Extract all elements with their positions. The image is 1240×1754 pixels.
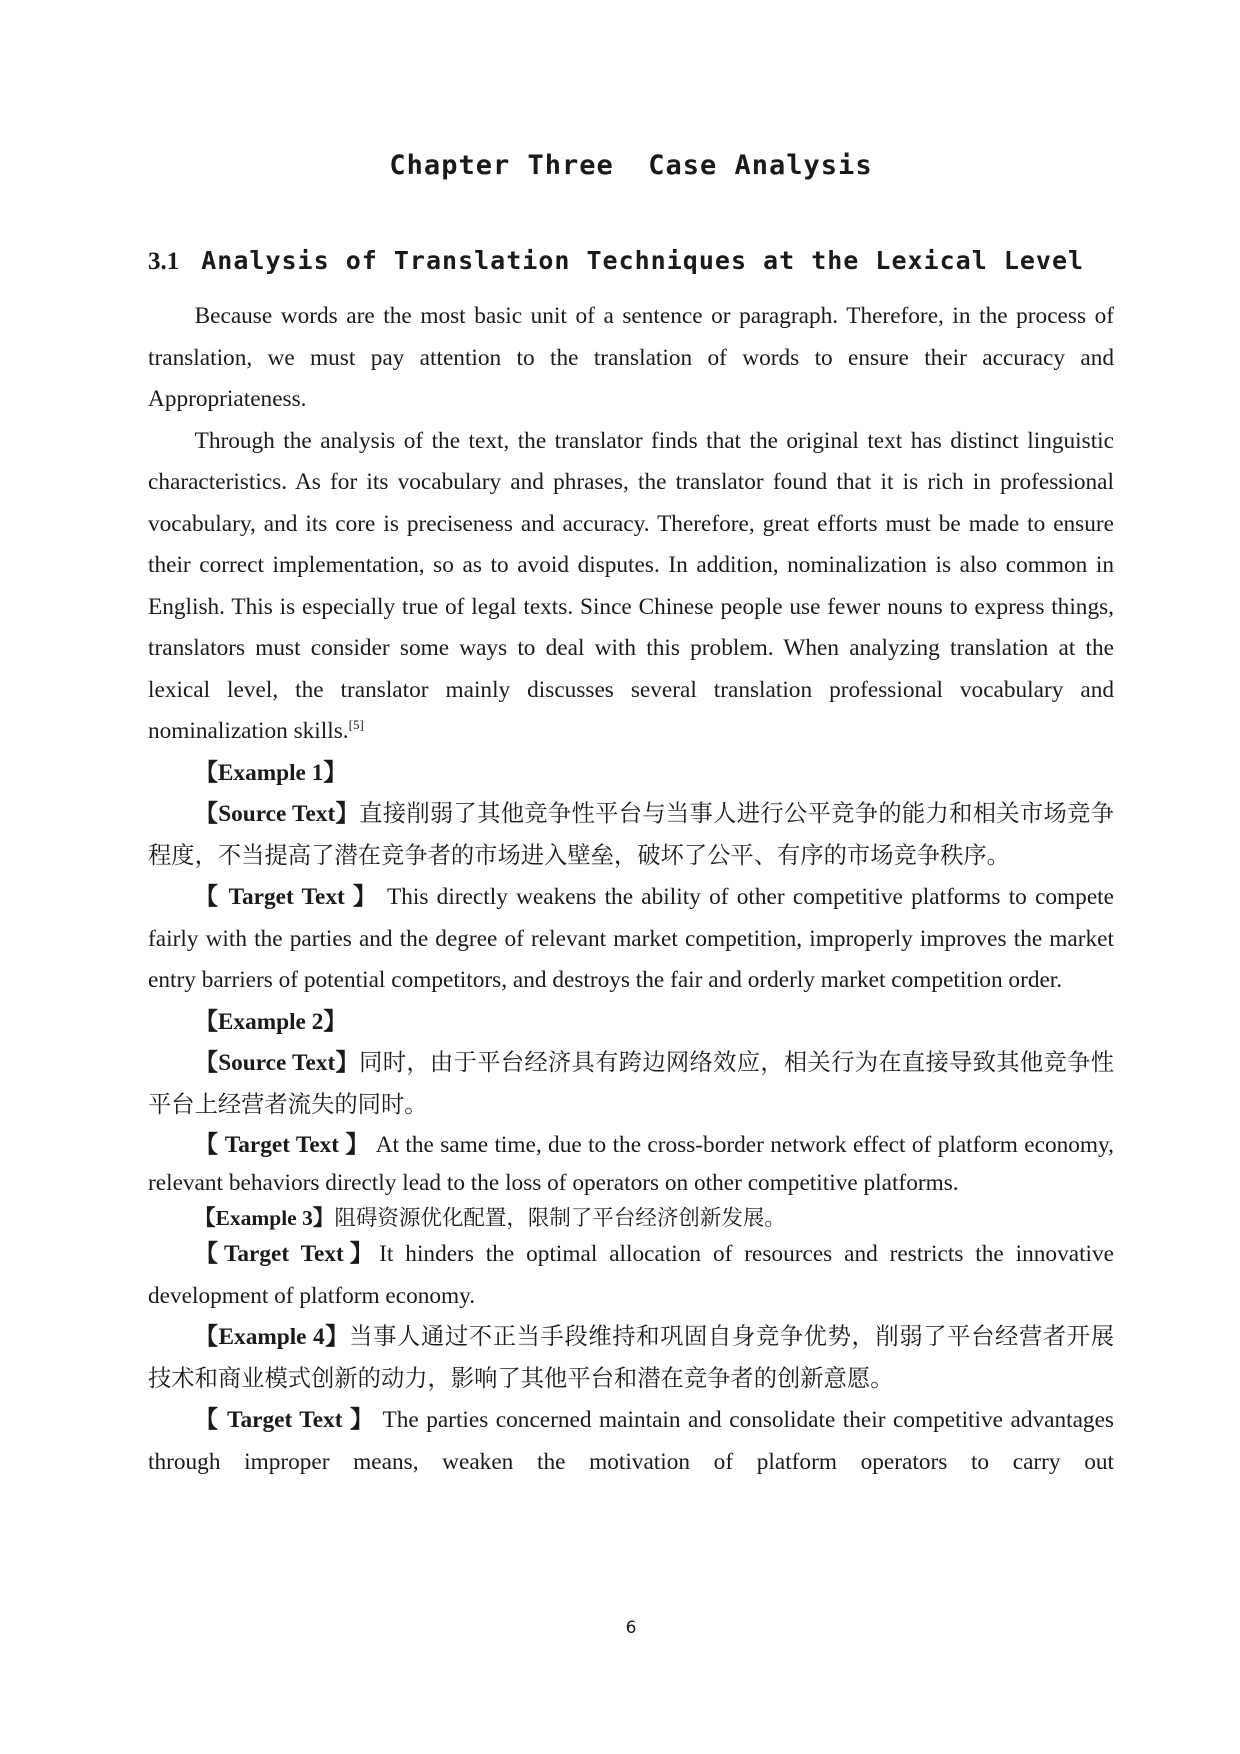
source-text-label: 【Source Text】: [194, 801, 360, 827]
source-text: 直接削弱了其他竞争性平台与当事人进行公平竞争的能力和相关市场竞争程度，不当提高了潜在竞争者的市场进入壁垒，破坏了公平、有序的市场竞争秩序。: [148, 801, 1115, 869]
paragraph-analysis: Through the analysis of the text, the translator finds that the original text has distinct linguistic characteristics. As for its vocabulary and phrases, the translator found that it is rich in professional vocabulary, and its core is preciseness and accuracy. Therefore, great efforts must be made to ensure their correct implementation, so as to avoid disputes. In addition, nominalization is also common in English. This is especially true of legal texts. Since Chinese people use fewer nouns to express things, translators must consider some ways to deal with this problem. When analyzing translation at the lexical level, the translator mainly discusses several translation professional vocabulary and: [148, 427, 1114, 703]
page-number: 6: [625, 1618, 637, 1638]
body-text: [148, 296, 1114, 1483]
example-3-label: 【Example 3】: [194, 1206, 335, 1230]
paragraph-analysis-tail: nominalization skills.: [148, 718, 349, 744]
example-1-label: 【Example 1】: [194, 759, 347, 786]
source-text-label: 【Source Text】: [194, 1050, 360, 1076]
example-1-heading: [148, 753, 1114, 795]
example-2-heading: [148, 1002, 1114, 1044]
target-text: The parties concerned maintain and consolidate their competitive advantages through improper means, weaken the motivation of platform operators to carry out: [148, 1407, 1114, 1475]
example-4-label: 【Example 4】: [194, 1324, 350, 1350]
example-4-target: [148, 1400, 1114, 1483]
example-2-target: [148, 1126, 1114, 1202]
example-2-label: 【Example 2】: [194, 1008, 347, 1035]
citation-ref: [5]: [348, 717, 364, 732]
target-text-label: 【 Target Text 】: [194, 1132, 370, 1158]
target-text: This directly weakens the ability of other competitive platforms to compete fairly with the parties and the degree of relevant market competition, improperly improves the market entry barriers of potential competitors, and destroys the fair and orderly market competition order.: [148, 884, 1114, 993]
target-text: At the same time, due to the cross-border network effect of platform economy, relevant behaviors directly lead to the loss of operators on other competitive platforms.: [148, 1132, 1115, 1196]
chapter-title: Chapter Three Case Analysis: [389, 150, 873, 181]
target-text-label: 【 Target Text 】: [194, 1407, 375, 1433]
example-3-target: [148, 1234, 1114, 1317]
source-text: 阻碍资源优化配置，限制了平台经济创新发展。: [334, 1206, 786, 1230]
paragraph-analysis-end: [148, 711, 1114, 753]
target-text-label: 【Target Text】: [194, 1241, 380, 1267]
target-text: It hinders the optimal allocation of resources and restricts the innovative development of platform economy.: [148, 1241, 1115, 1309]
section-title: Analysis of Translation Techniques at the Lexical Level: [201, 246, 1085, 275]
section-heading: [148, 246, 1114, 276]
source-text: 当事人通过不正当手段维持和巩固自身竞争优势，削弱了平台经营者开展技术和商业模式创新的动力，影响了其他平台和潜在竞争者的创新意愿。: [148, 1324, 1115, 1392]
example-3-source: [148, 1202, 1114, 1234]
target-text-label: 【 Target Text 】: [194, 884, 379, 910]
source-text: 同时，由于平台经济具有跨边网络效应，相关行为在直接导致其他竞争性平台上经营者流失的同时。: [148, 1050, 1115, 1118]
section-number: 3.1: [148, 248, 180, 275]
example-1-target: [148, 877, 1114, 1002]
paragraph-intro: Because words are the most basic unit of a sentence or paragraph. Therefore, in the process of translation, we must pay attention to the translation of words to ensure their accuracy and Appropriateness.: [148, 303, 1114, 412]
example-1-source: [148, 794, 1114, 877]
example-4-source: [148, 1317, 1114, 1400]
example-2-source: [148, 1043, 1114, 1126]
